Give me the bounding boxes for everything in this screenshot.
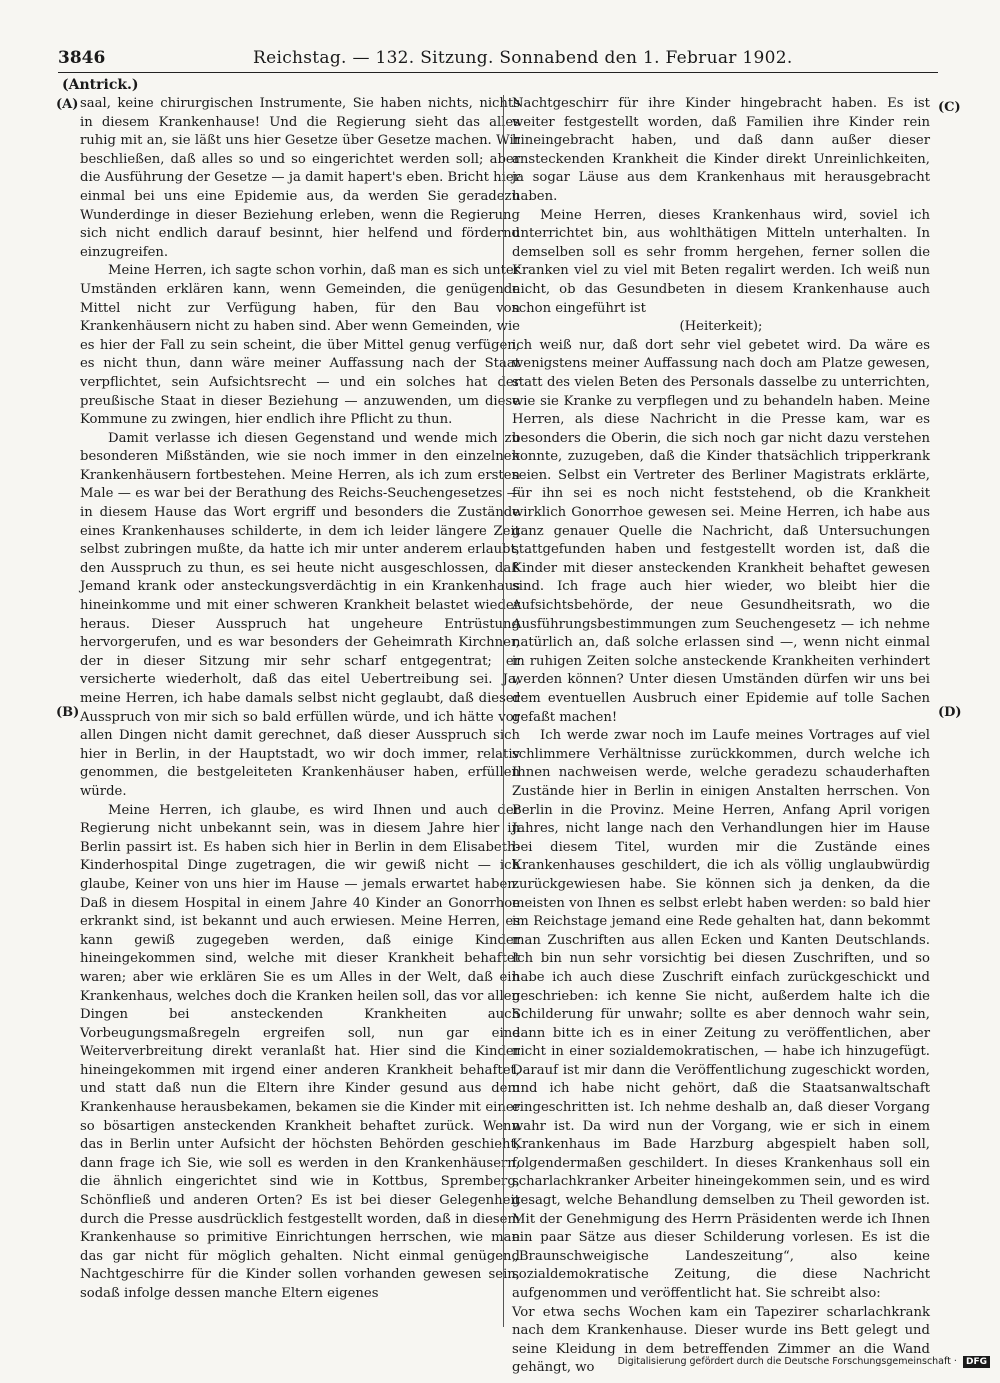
left-column: [80, 95, 520, 1304]
paragraph: Damit verlasse ich diesen Gegenstand und wende mich zu besonderen Mißständen, wie sie noch immer in den einzelnen Krankenhäusern fortbestehen. Meine Herren, als ich zum ersten Male — es war bei der Berathung des Reichs-Seuchengesetzes — in diesem Hause das Wort ergriff und besonders die Zustände eines Krankenhauses schilderte, in dem ich leider längere Zeit selbst zubringen mußte, da hatte ich mir unter anderem erlaubt, den Ausspruch zu thun, es sei heute nicht ausgeschlossen, daß Jemand krank oder ansteckungsverdächtig in ein Krankenhaus hineinkomme und mit einer schweren Krankheit belastet wieder heraus. Dieser Ausspruch hat ungeheure Entrüstung hervorgerufen, und es war besonders der Geheimrath Kirchner, der in dieser Sitzung mir sehr scharf entgegentrat; er versicherte wiederholt, daß das eitel Uebertreibung sei. Ja, meine Herren, ich habe damals selbst nicht geglaubt, daß dieser Ausspruch von mir sich so bald erfüllen würde, und ich hätte vor allen Dingen nicht damit gerechnet, daß dieser Ausspruch sich hier in Berlin, in der Hauptstadt, wo wir doch immer, relativ genommen, die bestgeleiteten Krankenhäuser haben, erfüllen würde.: [80, 430, 520, 799]
column-divider: [503, 95, 504, 1327]
right-column: [512, 95, 930, 1378]
margin-marker-d: (D): [938, 705, 962, 720]
margin-marker-b: (B): [56, 705, 80, 720]
footer-credit: [600, 1356, 990, 1374]
dfg-logo: DFG: [963, 1356, 990, 1368]
margin-marker-c: (C): [938, 100, 961, 115]
header-rule: [58, 72, 938, 73]
page-number: 3846: [58, 48, 106, 68]
paragraph: ich weiß nur, daß dort sehr viel gebetet wird. Da wäre es wenigstens meiner Auffassung nach doch am Platze gewesen, statt des vielen Beten des Personals dasselbe zu unterrichten, wie sie Kranke zu verpflegen und zu behandeln haben. Meine Herren, als diese Nachricht in die Presse kam, war es besonders die Oberin, die sich noch gar nicht dazu verstehen konnte, zuzugeben, daß die Kinder thatsächlich tripperkrank seien. Selbst ein Vertreter des Berliner Magistrats erklärte, für ihn sei es noch nicht feststehend, ob die Krankheit wirklich Gonorrhoe gewesen sei. Meine Herren, ich habe aus ganz genauer Quelle die Nachricht, daß Untersuchungen stattgefunden haben und festgestellt worden ist, daß die Kinder mit dieser ansteckenden Krankheit behaftet gewesen sind. Ich frage auch hier wieder, wo bleibt hier die Aufsichtsbehörde, der neue Gesundheitsrath, wo die Ausführungsbestimmungen zum Seuchengesetz — ich nehme natürlich an, daß solche erlassen sind —, wenn nicht einmal in ruhigen Zeiten solche ansteckende Krankheiten verhindert werden können? Unter diesen Umständen dürfen wir uns bei dem eventuellen Ausbruch einer Epidemie auf tolle Sachen gefaßt machen!: [512, 337, 930, 725]
page-header: [58, 44, 938, 72]
paragraph: Meine Herren, dieses Krankenhaus wird, soviel ich unterrichtet bin, aus wohlthätigen Mitteln unterhalten. In demselben soll es sehr fromm hergehen, ferner sollen die Kranken viel zu viel mit Beten regalirt werden. Ich weiß nun nicht, ob das Gesundbeten in diesem Krankenhause auch schon eingeführt ist: [512, 207, 930, 316]
paragraph: Ich werde zwar noch im Laufe meines Vortrages auf viel schlimmere Verhältnisse zurückkommen, durch welche ich Ihnen nachweisen werde, welche geradezu schauderhaften Zustände hier in Berlin in einigen Anstalten herrschen. Von Berlin in die Provinz. Meine Herren, Anfang April vorigen Jahres, nicht lange nach den Verhandlungen hier im Hause bei diesem Titel, wurden mir die Zustände eines Krankenhauses geschildert, die ich als völlig unglaubwürdig zurückgewiesen habe. Sie können sich ja denken, da die meisten von Ihnen es selbst erlebt haben werden: so bald hier im Reichstage jemand eine Rede gehalten hat, dann bekommt man Zuschriften aus allen Ecken und Kanten Deutschlands. Ich bin nun sehr vorsichtig bei diesen Zuschriften, und so habe ich auch diese Zuschrift einfach zurückgeschickt und geschrieben: ich kenne Sie nicht, außerdem halte ich die Schilderung für unwahr; sollte es aber dennoch wahr sein, dann bitte ich es in einer Zeitung zu veröffentlichen, aber nicht in einer sozialdemokratischen, — habe ich hinzugefügt. Darauf ist mir dann die Veröffentlichung zugeschickt worden, und ich habe nicht gehört, daß die Staatsanwaltschaft eingeschritten ist. Ich nehme deshalb an, daß dieser Vorgang wahr ist. Da wird nun der Vorgang, wie er sich in einem Krankenhaus im Bade Harzburg abgespielt haben soll, folgendermaßen geschildert. In dieses Krankenhaus soll ein scharlachkranker Arbeiter hineingekommen sein, und es wird gesagt, welche Behandlung demselben zu Theil geworden ist. Mit der Genehmigung des Herrn Präsidenten werde ich Ihnen ein paar Sätze aus dieser Schilderung vorlesen. Es ist die „Braunschweigische Landeszeitung“, also keine sozialdemokratische Zeitung, die diese Nachricht aufgenommen und veröffentlicht hat. Sie schreibt also:: [512, 728, 930, 1301]
paragraph: saal, keine chirurgischen Instrumente, Sie haben nichts, nichts in diesem Krankenhause! Und die Regierung sieht das alles ruhig mit an, sie läßt uns hier Gesetze über Gesetze machen. Wir beschließen, daß alles so und so eingerichtet werden soll; aber die Ausführung der Gesetze — ja damit hapert's eben. Bricht hier einmal bei uns eine Epidemie aus, da werden Sie geradezu Wunderdinge in dieser Beziehung erleben, wenn die Regierung sich nicht endlich darauf besinnt, hier helfend und fördernd einzugreifen.: [80, 96, 520, 260]
paragraph: Nachtgeschirr für ihre Kinder hingebracht haben. Es ist weiter festgestellt worden, daß Familien ihre Kinder rein hineingebracht haben, und daß dann außer dieser ansteckenden Krankheit die Kinder direkt Unreinlichkeiten, ja sogar Läuse aus dem Krankenhaus mit herausgebracht haben.: [512, 96, 930, 204]
paragraph: Meine Herren, ich glaube, es wird Ihnen und auch der Regierung nicht unbekannt sein, was in diesem Jahre hier in Berlin passirt ist. Es haben sich hier in Berlin in dem Elisabeth-Kinderhospital Dinge zugetragen, die wir gewiß nicht — ich glaube, Keiner von uns hier im Hause — jemals erwartet haben. Daß in diesem Hospital in einem Jahre 40 Kinder an Gonorrhoe erkrankt sind, ist bekannt und auch erwiesen. Meine Herren, es kann gewiß zugegeben werden, daß einige Kinder hineingekommen sind, welche mit dieser Krankheit behaftet waren; aber wie erklären Sie es um Alles in der Welt, daß ein Krankenhaus, welches doch die Kranken heilen soll, das vor allen Dingen bei ansteckenden Krankheiten auch Vorbeugungsmaßregeln ergreifen soll, nun gar eine Weiterverbreitung direkt veranlaßt hat. Hier sind die Kinder hineingekommen mit irgend einer anderen Krankheit behaftet, und statt daß nun die Eltern ihre Kinder gesund aus dem Krankenhause herausbekamen, bekamen sie die Kinder mit einer so bösartigen ansteckenden Krankheit behaftet zurück. Wenn das in Berlin unter Aufsicht der höchsten Behörden geschieht, dann frage ich Sie, wie soll es werden in den Krankenhäusern, die ähnlich eingerichtet sind wie in Kottbus, Spremberg, Schönfließ und anderen Orten? Es ist bei dieser Gelegenheit durch die Presse ausdrücklich festgestellt worden, daß in diesem Krankenhause so primitive Einrichtungen herrschen, wie man das gar nicht für möglich gehalten. Nicht einmal genügend Nachtgeschirre für die Kinder sollen vorhanden gewesen sein, sodaß infolge dessen manche Eltern eigenes: [80, 802, 520, 1301]
paragraph: Meine Herren, ich sagte schon vorhin, daß man es sich unter Umständen erklären kann, wenn Gemeinden, die genügende Mittel nicht zur Verfügung haben, für den Bau von Krankenhäusern nicht zu haben sind. Aber wenn Gemeinden, wie es hier der Fall zu sein scheint, die über Mittel genug verfügen, es nicht thun, dann wäre meiner Auffassung nach der Staat verpflichtet, sein Aufsichtsrecht — und ein solches hat der preußische Staat in dieser Beziehung — anzuwenden, um diese Kommune zu zwingen, hier endlich ihre Pflicht zu thun.: [80, 263, 520, 428]
interjection: (Heiterkeit);: [679, 319, 763, 335]
page-running-title: Reichstag. — 132. Sitzung. Sonnabend den 1. Februar 1902.: [253, 48, 793, 68]
footer-text: Digitalisierung gefördert durch die Deutsche Forschungsgemeinschaft ·: [617, 1356, 957, 1367]
margin-marker-a: (A): [56, 97, 79, 112]
quoted-passage: Vor etwa sechs Wochen kam ein Tapezirer scharlachkrank nach dem Krankenhause. Dieser wurde ins Bett gelegt und seine Kleidung in dem betreffenden Zimmer an die Wand gehängt, wo: [512, 1304, 930, 1376]
speaker-label: (Antrick.): [62, 77, 139, 93]
